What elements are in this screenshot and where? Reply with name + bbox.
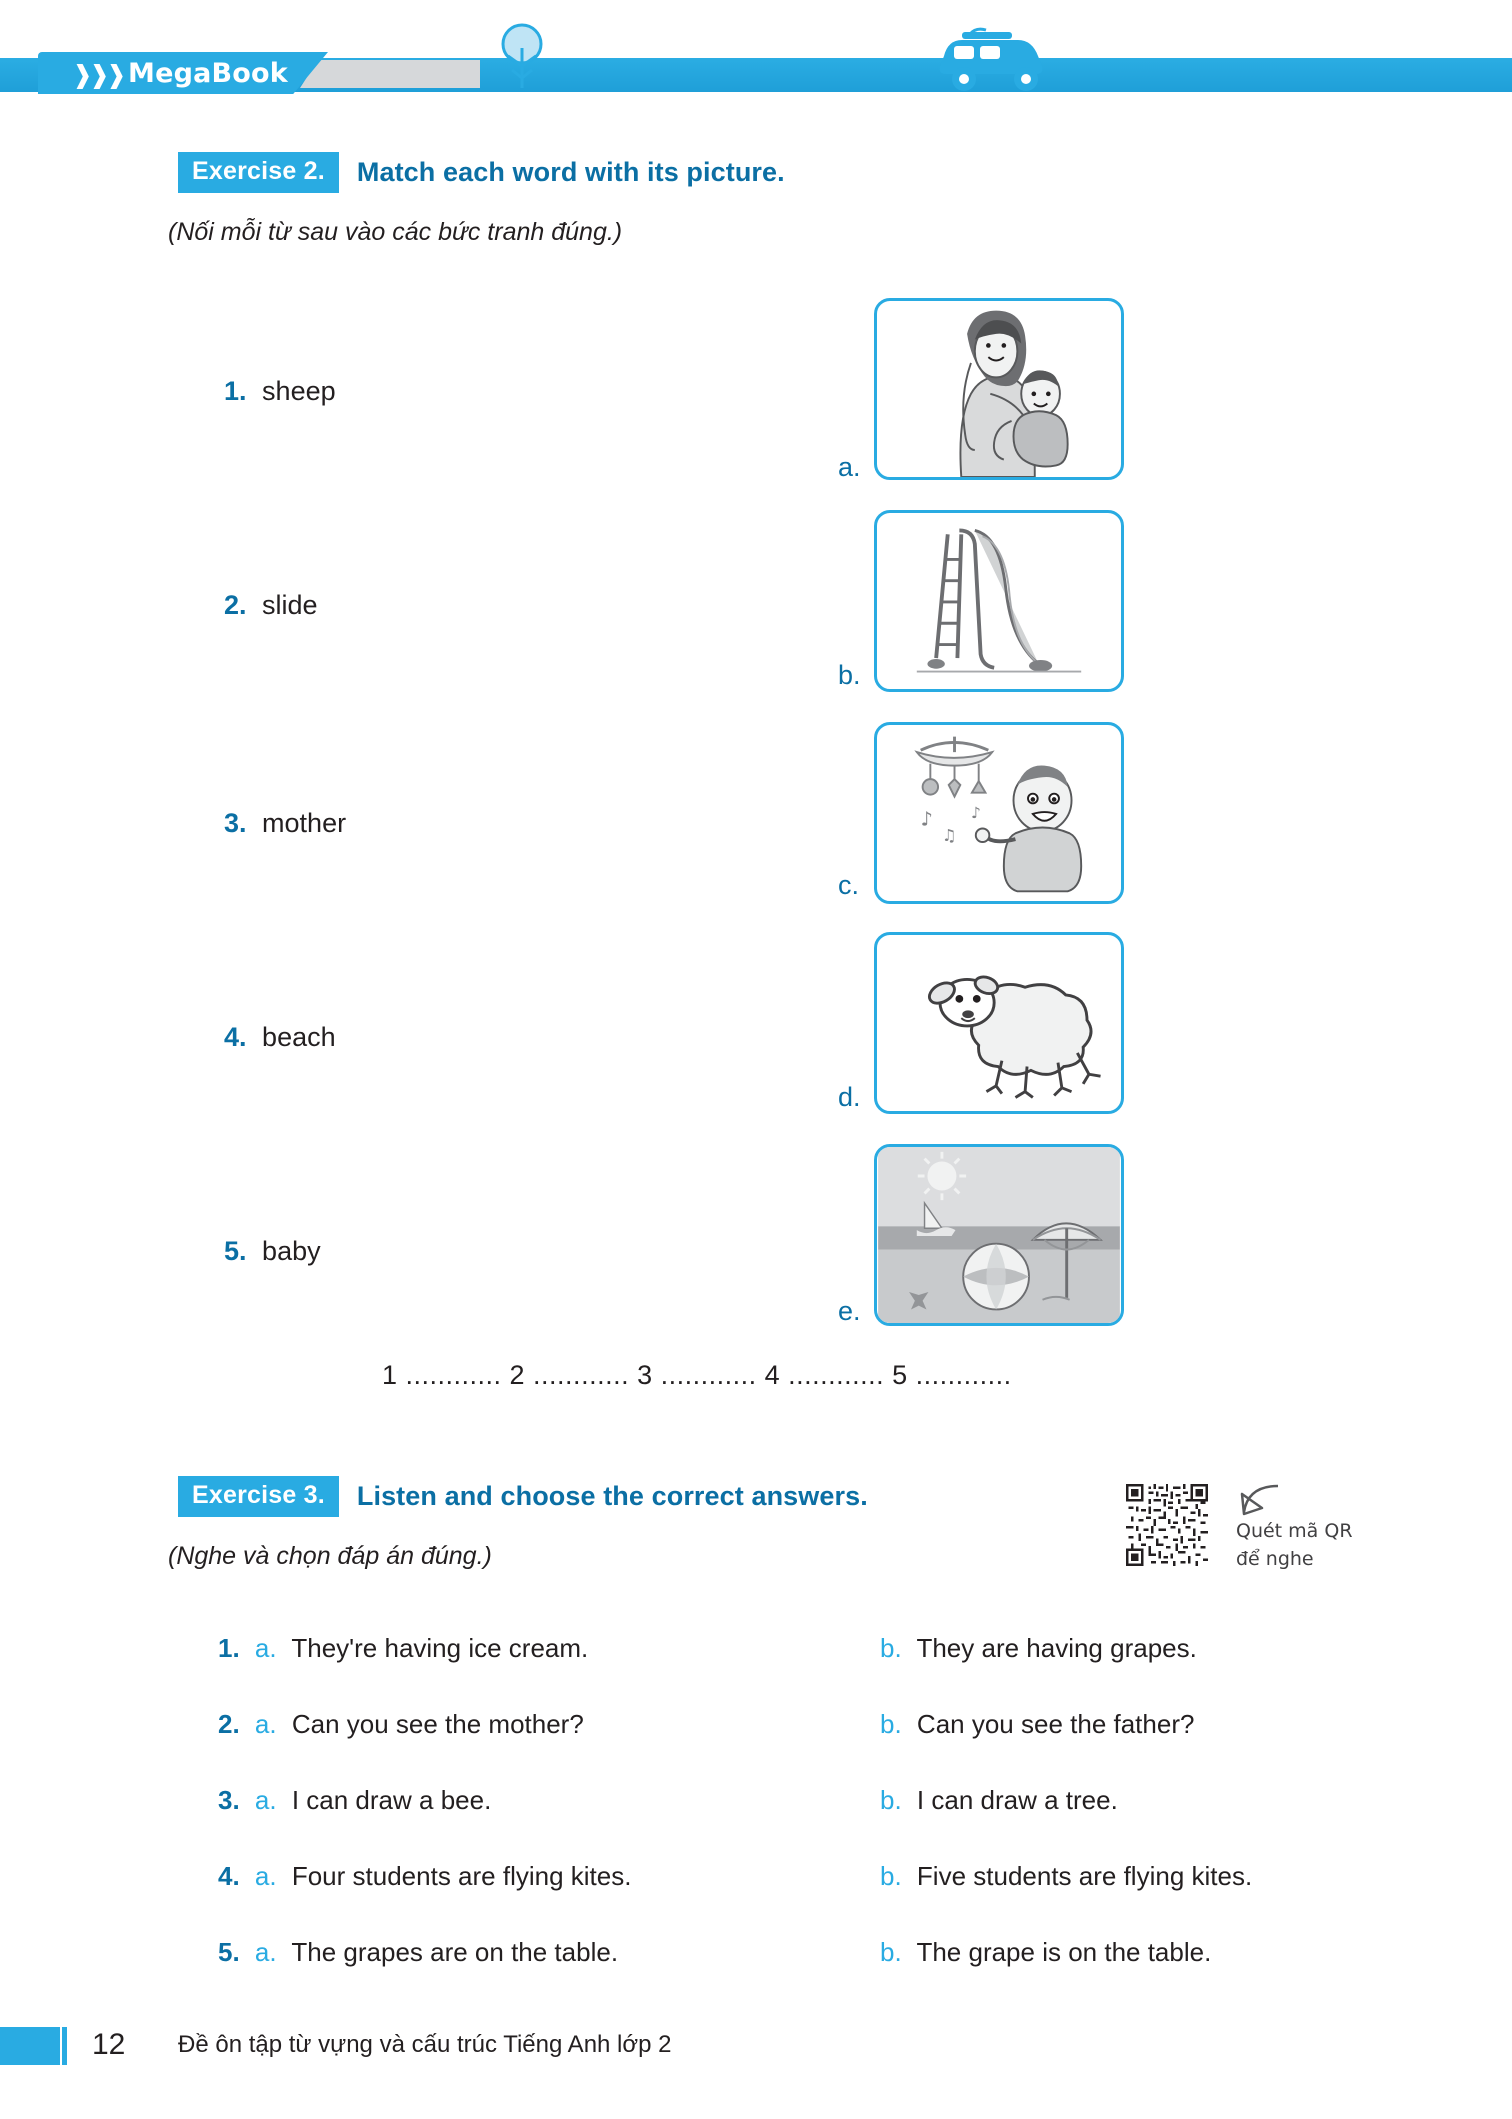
question-row[interactable] [218,1785,499,1816]
picture-letter: b. [838,660,861,690]
page-header [0,0,1512,110]
option-b-text: Five students are flying kites. [916,1861,1253,1891]
word-label: mother [262,808,347,838]
picture-letter: d. [838,1082,861,1112]
question-row-b[interactable] [880,1785,1126,1816]
option-b-text: The grape is on the table. [916,1937,1212,1967]
option-a-label[interactable]: a. [254,1937,277,1967]
word-item[interactable] [224,1236,329,1267]
option-b-text: Can you see the father? [916,1709,1195,1739]
word-number: 2. [224,590,247,620]
option-a-label[interactable]: a. [254,1709,277,1739]
word-label: slide [262,590,318,620]
picture-e[interactable] [874,1144,1124,1326]
word-number: 3. [224,808,247,838]
option-a-text: The grapes are on the table. [291,1937,619,1967]
option-a-text: I can draw a bee. [291,1785,492,1815]
footer-accent-bar [0,2027,60,2065]
word-label: baby [262,1236,321,1266]
picture-d[interactable] [874,932,1124,1114]
playground-slide-illustration [877,513,1121,689]
option-b-label[interactable]: b. [880,1633,902,1663]
qr-caption-line2: để nghe [1236,1548,1314,1570]
sheep-illustration [877,935,1121,1111]
svg-text:♪: ♪ [920,807,934,831]
word-number: 4. [224,1022,247,1052]
option-b-label[interactable]: b. [880,1861,902,1891]
question-number: 1. [218,1633,240,1663]
word-item[interactable] [224,376,344,407]
question-number: 3. [218,1785,240,1815]
option-b-text: I can draw a tree. [916,1785,1118,1815]
option-a-text: They're having ice cream. [291,1633,589,1663]
picture-letter: c. [838,870,860,900]
question-row[interactable] [218,1861,639,1892]
question-row[interactable] [218,1709,592,1740]
word-item[interactable] [224,808,354,839]
car-icon [930,22,1060,98]
question-row-b[interactable] [880,1633,1205,1664]
triple-chevron-icon: ❱❱❱ [72,61,123,89]
question-row[interactable] [218,1937,626,1968]
exercise-3-title: Listen and choose the correct answers. [356,1481,868,1511]
tree-icon [486,22,558,94]
page-number: 12 [92,2028,126,2061]
picture-letter: e. [838,1296,861,1326]
exercise-2-badge: Exercise 2. [178,152,339,193]
exercise-3-subtitle: (Nghe và chọn đáp án đúng.) [168,1542,492,1570]
word-item[interactable] [224,590,326,621]
option-a-label[interactable]: a. [254,1861,277,1891]
question-number: 5. [218,1937,240,1967]
option-b-text: They are having grapes. [916,1633,1197,1663]
question-row-b[interactable] [880,1861,1260,1892]
beach-scene-illustration [877,1147,1121,1323]
svg-text:♫: ♫ [941,826,957,846]
word-item[interactable] [224,1022,344,1053]
option-b-label[interactable]: b. [880,1937,902,1967]
exercise-3-badge: Exercise 3. [178,1476,339,1517]
footer-accent-tick [62,2027,67,2065]
option-b-label[interactable]: b. [880,1709,902,1739]
question-row[interactable] [218,1633,596,1664]
curved-arrow-icon [1236,1478,1292,1520]
question-number: 4. [218,1861,240,1891]
question-number: 2. [218,1709,240,1739]
option-a-text: Four students are flying kites. [291,1861,632,1891]
exercise-2-header [178,152,785,193]
answer-blank-line[interactable]: 1 ............ 2 ............ 3 ............ 4 ............ 5 ............ [382,1360,1012,1390]
option-b-label[interactable]: b. [880,1785,902,1815]
option-a-text: Can you see the mother? [291,1709,584,1739]
picture-letter: a. [838,452,861,482]
word-number: 5. [224,1236,247,1266]
qr-caption-line1: Quét mã QR [1236,1520,1353,1542]
exercise-2-subtitle: (Nối mỗi từ sau vào các bức tranh đúng.) [168,218,623,246]
word-number: 1. [224,376,247,406]
question-row-b[interactable] [880,1709,1202,1740]
word-label: beach [262,1022,336,1052]
qr-block [1126,1478,1386,1588]
baby-with-mobile-illustration [877,725,1121,901]
word-label: sheep [262,376,336,406]
picture-a[interactable] [874,298,1124,480]
picture-b[interactable] [874,510,1124,692]
mother-holding-baby-illustration [877,301,1121,477]
question-row-b[interactable] [880,1937,1219,1968]
svg-text:♪: ♪ [970,803,981,822]
logo-text: MegaBook [128,58,288,89]
picture-c[interactable] [874,722,1124,904]
option-a-label[interactable]: a. [254,1785,277,1815]
qr-code-icon[interactable] [1126,1484,1208,1566]
header-gray-tab [300,60,480,88]
exercise-2-title: Match each word with its picture. [356,157,785,187]
footer-title: Đề ôn tập từ vựng và cấu trúc Tiếng Anh lớp 2 [178,2031,672,2058]
exercise-3-header [178,1476,868,1517]
option-a-label[interactable]: a. [254,1633,277,1663]
